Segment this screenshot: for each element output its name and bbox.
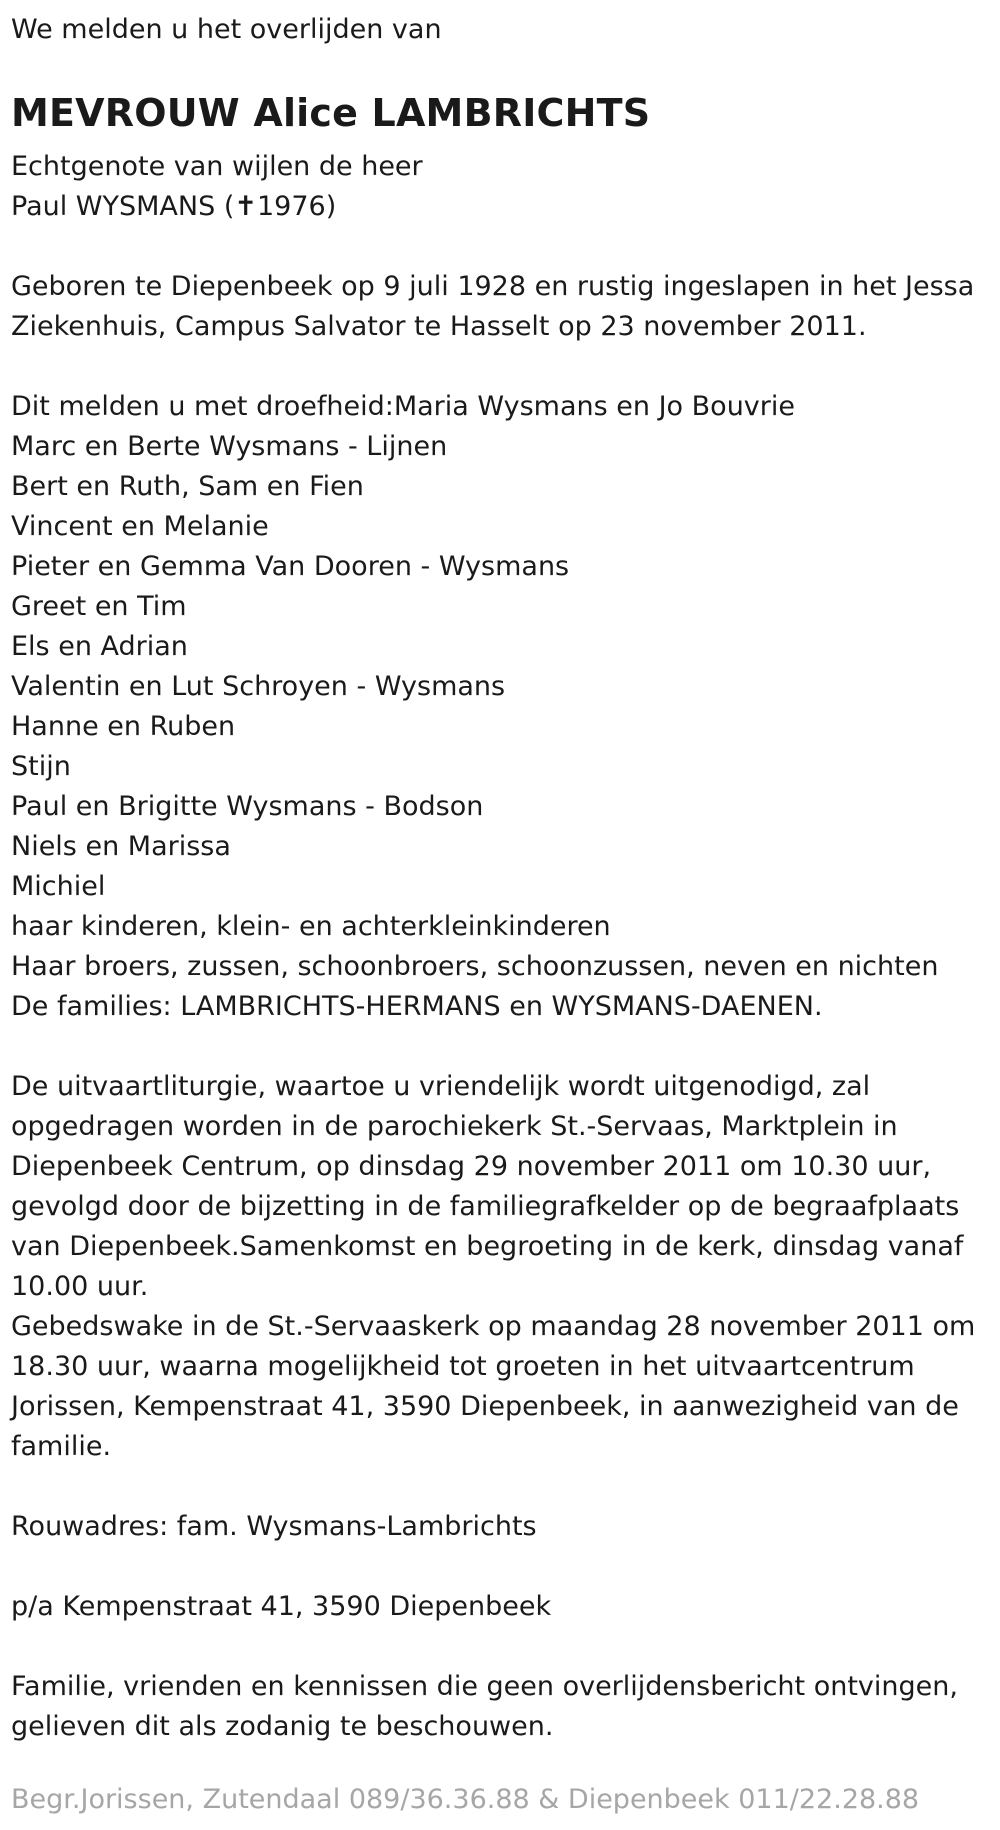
closing-note bbox=[11, 1667, 991, 1747]
funeral-line: familie. bbox=[11, 1431, 112, 1462]
funeral-line: 10.00 uur. bbox=[11, 1271, 149, 1302]
closing-line: gelieven dit als zodanig te beschouwen. bbox=[11, 1711, 554, 1742]
family-line: Niels en Marissa bbox=[11, 831, 231, 862]
family-line: Haar broers, zussen, schoonbroers, schoonzussen, neven en nichten bbox=[11, 951, 939, 982]
family-line: Els en Adrian bbox=[11, 631, 188, 662]
family-line: Marc en Berte Wysmans - Lijnen bbox=[11, 431, 448, 462]
family-line: Pieter en Gemma Van Dooren - Wysmans bbox=[11, 551, 570, 582]
deceased-name: MEVROUW Alice LAMBRICHTS bbox=[11, 91, 651, 135]
spouse-line: Echtgenote van wijlen de heer bbox=[11, 151, 423, 182]
paragraph-line: Ziekenhuis, Campus Salvator te Hasselt op 23 november 2011. bbox=[11, 311, 867, 342]
funeral-line: gevolgd door de bijzetting in de familiegrafkelder op de begraafplaats bbox=[11, 1191, 960, 1222]
family-list bbox=[11, 387, 991, 1027]
funeral-line: Gebedswake in de St.-Servaaskerk op maandag 28 november 2011 om bbox=[11, 1311, 976, 1342]
funeral-line: Jorissen, Kempenstraat 41, 3590 Diepenbeek, in aanwezigheid van de bbox=[11, 1391, 959, 1422]
funeral-line: van Diepenbeek.Samenkomst en begroeting in de kerk, dinsdag vanaf bbox=[11, 1231, 964, 1262]
funeral-line: De uitvaartliturgie, waartoe u vriendelijk wordt uitgenodigd, zal bbox=[11, 1071, 871, 1102]
family-line: Michiel bbox=[11, 871, 106, 902]
mourning-address bbox=[11, 1507, 991, 1547]
family-line: Paul en Brigitte Wysmans - Bodson bbox=[11, 791, 484, 822]
funeral-line: opgedragen worden in de parochiekerk St.-Servaas, Marktplein in bbox=[11, 1111, 898, 1142]
closing-line: Familie, vrienden en kennissen die geen overlijdensbericht ontvingen, bbox=[11, 1671, 958, 1702]
spouse-line: Paul WYSMANS (✝1976) bbox=[11, 191, 337, 222]
family-line: Hanne en Ruben bbox=[11, 711, 236, 742]
postal-address-line: p/a Kempenstraat 41, 3590 Diepenbeek bbox=[11, 1591, 552, 1622]
funeral-details bbox=[11, 1067, 991, 1467]
funeral-line: Diepenbeek Centrum, op dinsdag 29 november 2011 om 10.30 uur, bbox=[11, 1151, 932, 1182]
family-line: Dit melden u met droefheid:Maria Wysmans en Jo Bouvrie bbox=[11, 391, 796, 422]
death-notice bbox=[11, 0, 991, 1747]
undertaker-footer: Begr.Jorissen, Zutendaal 089/36.36.88 & Diepenbeek 011/22.28.88 bbox=[11, 1784, 920, 1815]
family-line: De families: LAMBRICHTS-HERMANS en WYSMANS-DAENEN. bbox=[11, 991, 823, 1022]
paragraph-line: Geboren te Diepenbeek op 9 juli 1928 en rustig ingeslapen in het Jessa bbox=[11, 271, 975, 302]
family-line: Bert en Ruth, Sam en Fien bbox=[11, 471, 364, 502]
family-line: Greet en Tim bbox=[11, 591, 187, 622]
family-line: Vincent en Melanie bbox=[11, 511, 269, 542]
family-line: Stijn bbox=[11, 751, 71, 782]
spouse-info bbox=[11, 147, 991, 227]
birth-death-paragraph bbox=[11, 267, 991, 347]
family-line: Valentin en Lut Schroyen - Wysmans bbox=[11, 671, 506, 702]
funeral-line: 18.30 uur, waarna mogelijkheid tot groeten in het uitvaartcentrum bbox=[11, 1351, 915, 1382]
postal-address bbox=[11, 1587, 991, 1627]
mourning-address-line: Rouwadres: fam. Wysmans-Lambrichts bbox=[11, 1511, 537, 1542]
intro-text: We melden u het overlijden van bbox=[11, 14, 442, 45]
family-line: haar kinderen, klein- en achterkleinkinderen bbox=[11, 911, 611, 942]
